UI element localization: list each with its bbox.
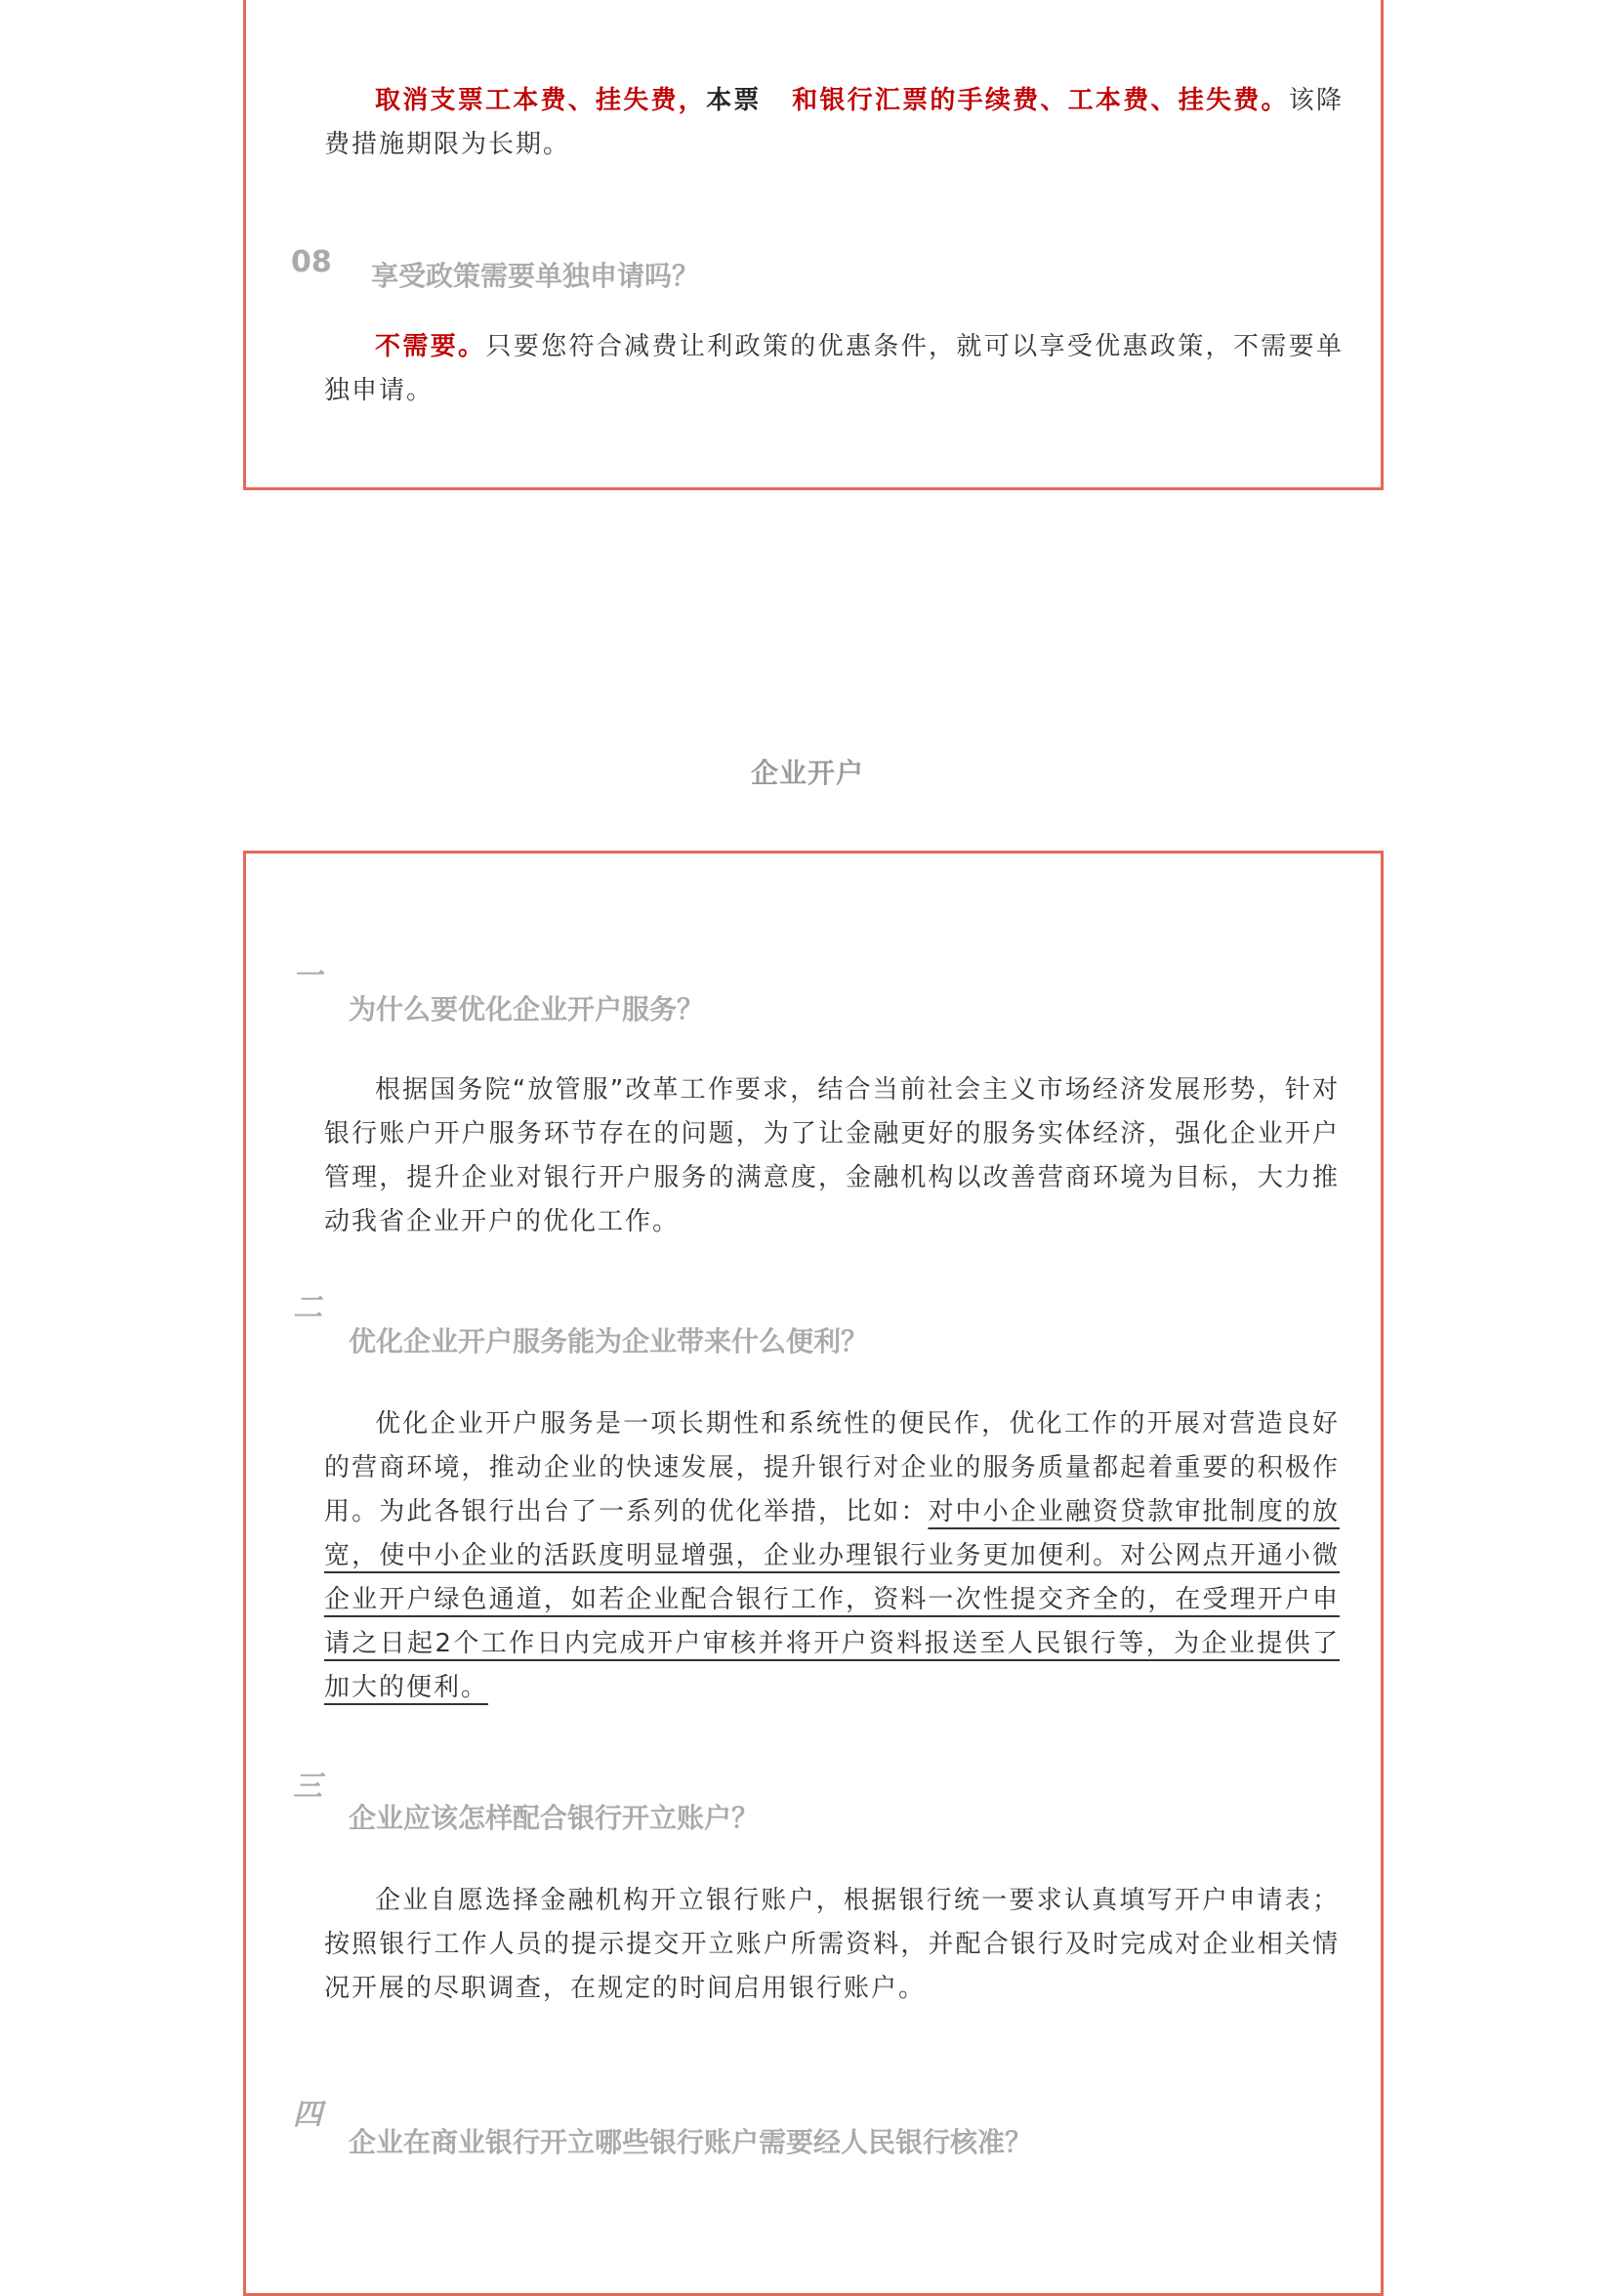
question-number: 四 xyxy=(293,2098,322,2132)
question-title: 为什么要优化企业开户服务？ xyxy=(349,993,705,1025)
body-text: 只要您符合减费让利政策的优惠条件，就可以享受优惠政策，不需要单独申请。 xyxy=(324,332,1344,405)
highlight-text: 不需要。 xyxy=(375,332,486,361)
answer-paragraph xyxy=(324,1402,1340,1710)
highlight-text: 和银行汇票的手续费、工本费、挂失费。 xyxy=(792,86,1289,115)
highlight-text: 取消支票工本费、挂失费， xyxy=(375,86,707,115)
question-title: 企业在商业银行开立哪些银行账户需要经人民银行核准？ xyxy=(349,2126,1033,2158)
question-number: 三 xyxy=(293,1770,322,1804)
faq-box-account-opening xyxy=(243,851,1384,2296)
answer-paragraph: 企业自愿选择金融机构开立银行账户，根据银行统一要求认真填写开户申请表；按照银行工作人员的提示提交开立账户所需资料，并配合银行及时完成对企业相关情况开展的尽职调查，在规定的时间启用银行账户。 xyxy=(324,1886,1340,2003)
answer-paragraph xyxy=(324,325,1344,413)
body-text: 优化企业开户服务是一项长期性和系统性的便民作，优化工作的开展对营造良好的营商环境，推动企业的快速发展，提升银行对企业的服务质量都起着重要的积极作用。为此各银行出台了一系列的优化举措，比如： xyxy=(324,1409,1340,1526)
fee-waiver-paragraph xyxy=(324,79,1344,167)
question-title: 优化企业开户服务能为企业带来什么便利？ xyxy=(349,1325,869,1357)
body-text: 该降费措施期限为长期。 xyxy=(324,86,1344,159)
underlined-text: 对中小企业融资贷款审批制度的放宽，使中小企业的活跃度明显增强，企业办理银行业务更加便利。对公网点开通小微企业开户绿色通道，如若企业配合银行工作，资料一次性提交齐全的，在受理开户申请之日起2个工作日内完成开户审核并将开户资料报送至人民银行等，为企业提供了加大的便利。 xyxy=(324,1497,1340,1702)
answer-paragraph: 根据国务院“放管服”改革工作要求，结合当前社会主义市场经济发展形势，针对银行账户开户服务环节存在的问题，为了让金融更好的服务实体经济，强化企业开户管理，提升企业对银行开户服务的满意度，金融机构以改善营商环境为目标，大力推动我省企业开户的优化工作。 xyxy=(324,1075,1340,1236)
question-number: 一 xyxy=(293,959,322,993)
bold-text: 本票 xyxy=(706,86,762,115)
question-title: 企业应该怎样配合银行开立账户？ xyxy=(349,1802,760,1834)
question-title: 享受政策需要单独申请吗？ xyxy=(371,260,700,292)
question-number: 二 xyxy=(293,1291,322,1325)
faq-box-fees xyxy=(243,0,1384,490)
section-title: 企业开户 xyxy=(750,757,864,789)
question-number: 08 xyxy=(291,245,332,279)
